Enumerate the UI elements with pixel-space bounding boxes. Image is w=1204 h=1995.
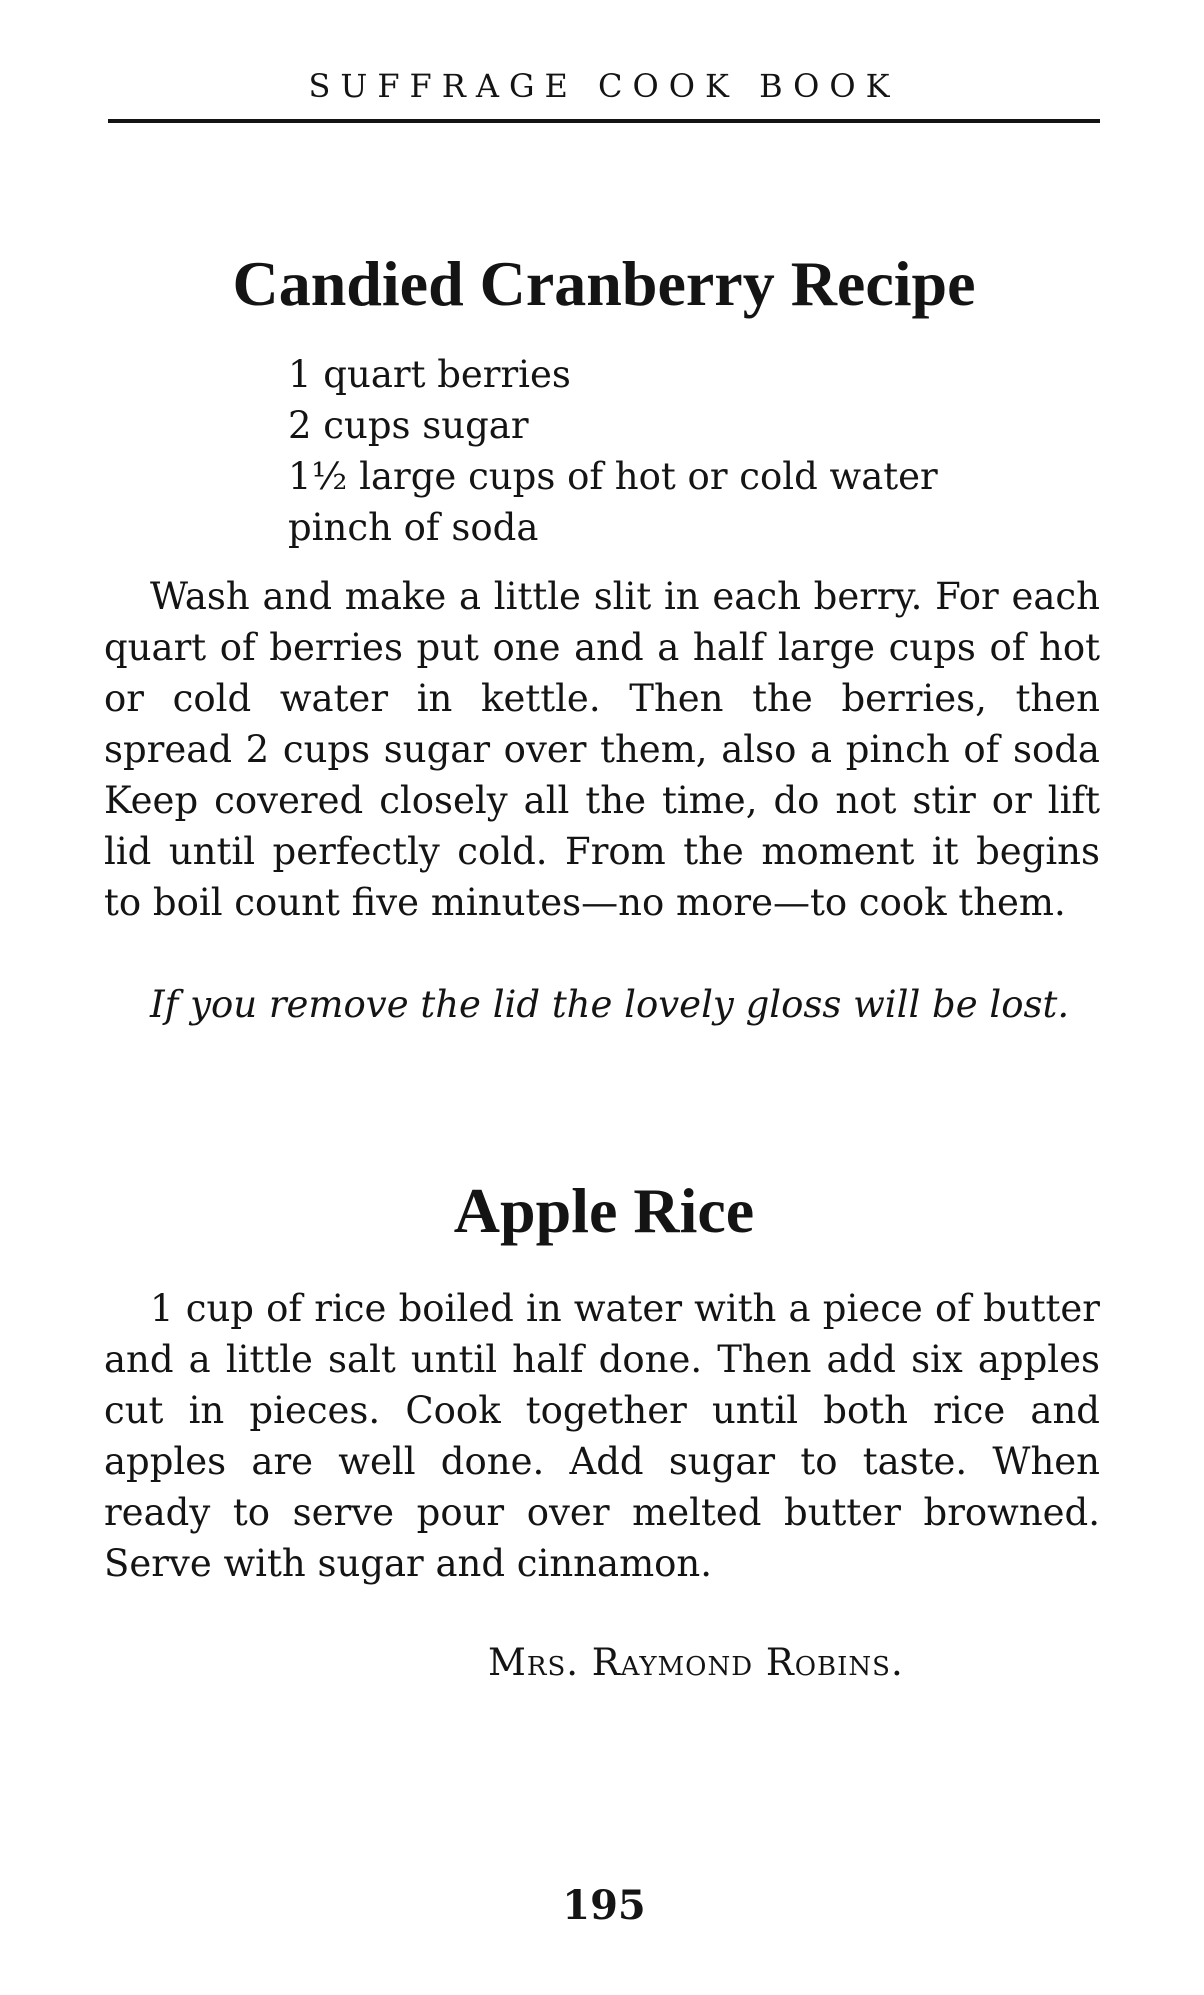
recipe-attribution: Mrs. Raymond Robins. bbox=[488, 1641, 904, 1684]
apple-rice-instructions: 1 cup of rice boiled in water with a piece of butter and a little salt until half done. Then add six apples cut in pieces. Cook together until both rice and apples are well done. Add sugar to taste. When ready to serve pour over melted butter browned. Serve with sugar and cinnamon. bbox=[104, 1287, 1100, 1585]
recipe-title-apple-rice: Apple Rice bbox=[453, 1175, 755, 1246]
page-number: 195 bbox=[562, 1882, 646, 1929]
ingredient-item: 2 cups sugar bbox=[288, 404, 529, 447]
ingredient-item: 1½ large cups of hot or cold water bbox=[288, 455, 938, 498]
ingredient-item: pinch of soda bbox=[288, 506, 539, 549]
header-rule bbox=[108, 119, 1100, 123]
cranberry-instructions: Wash and make a little slit in each berry. For each quart of berries put one and a half large cups of hot or cold water in kettle. Then the berries, then spread 2 cups sugar over them, also a pinch of soda Keep covered closely all the time, do not stir or lift lid until perfectly cold. From the moment it begins to boil count five minutes—no more—to cook them. bbox=[104, 575, 1100, 924]
ingredient-list bbox=[288, 349, 938, 553]
running-head: SUFFRAGE COOK BOOK bbox=[308, 67, 900, 105]
cranberry-note: If you remove the lid the lovely gloss will be lost. bbox=[150, 983, 1070, 1026]
recipe-title-candied-cranberry: Candied Cranberry Recipe bbox=[232, 248, 976, 319]
ingredient-item: 1 quart berries bbox=[288, 353, 571, 396]
